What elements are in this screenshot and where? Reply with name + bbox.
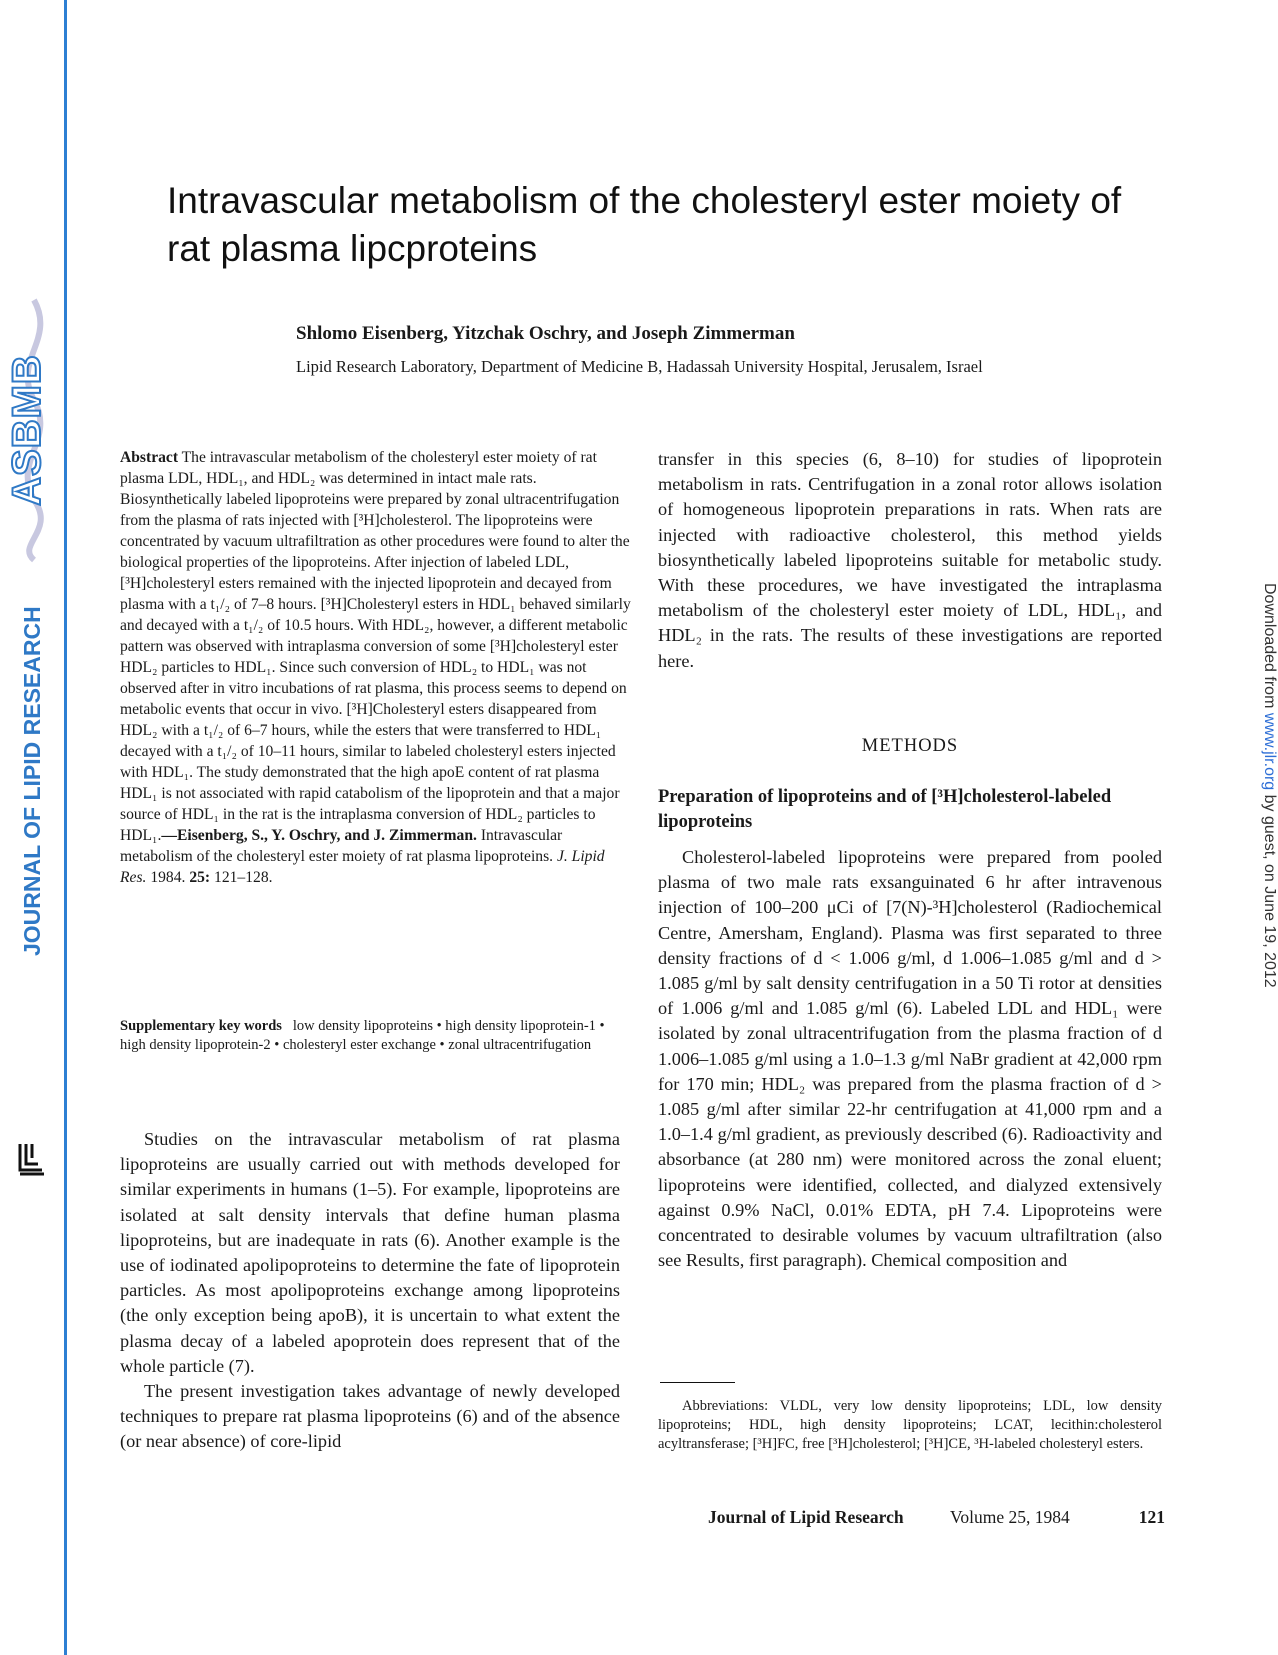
- abstract-citation-journal: J. Lipid Res.: [120, 848, 605, 886]
- journal-name-vertical: JOURNAL OF LIPID RESEARCH: [19, 606, 45, 956]
- intro-right-column: [658, 447, 1162, 674]
- footer-volume: Volume 25, 1984: [950, 1507, 1070, 1527]
- footnote: [658, 1397, 1162, 1454]
- keywords-label: Supplementary key words: [120, 1018, 282, 1034]
- asbmb-logo: ASBMB: [5, 354, 49, 506]
- abstract: [120, 447, 631, 888]
- download-suffix: by guest, on June 19, 2012: [1261, 790, 1278, 988]
- jlr-logo-icon: [16, 1140, 46, 1180]
- abstract-citation-authors: —Eisenberg, S., Y. Oschry, and J. Zimmerman.: [161, 827, 477, 844]
- page-number: 121: [1138, 1507, 1165, 1527]
- intro-paragraph-1: Studies on the intravascular metabolism of rat plasma lipoproteins are usually carried out with methods developed for similar experiments in humans (1–5). For example, lipoproteins are isolated at salt density intervals that define human plasma lipoproteins, but are inadequate in rats (6). Another example is the use of iodinated apolipoproteins to determine the fate of lipoprotein particles. As most apolipoproteins exchange among lipoproteins (the only exception being apoB), it is uncertain to what extent the plasma decay of a labeled apoprotein does represent that of the whole particle (7).: [120, 1129, 620, 1376]
- abstract-citation-volume: 25:: [189, 869, 211, 886]
- article-title: Intravascular metabolism of the cholesteryl ester moiety of rat plasma lipcproteins: [167, 180, 1122, 269]
- abstract-citation-pages: 121–128.: [214, 869, 273, 886]
- article-authors: Shlomo Eisenberg, Yitzchak Oschry, and Joseph Zimmerman: [296, 323, 795, 344]
- intro-left-column: [120, 1127, 620, 1455]
- keywords: [120, 1017, 631, 1055]
- intro-paragraph-2: The present investigation takes advantage of newly developed techniques to prepare rat plasma lipoproteins (6) and of the absence (or near absence) of core-lipid: [120, 1381, 620, 1452]
- footer-journal: Journal of Lipid Research: [708, 1507, 904, 1527]
- abstract-citation-title: Intravascular metabolism of the cholesteryl ester moiety of rat plasma lipoproteins.: [120, 827, 563, 865]
- abstract-text: The intravascular metabolism of the cholesteryl ester moiety of rat plasma LDL, HDL₁, and HDL₂ was determined in intact male rats. Biosynthetically labeled lipoproteins were prepared by zonal ultracentrifugation from the plasma of rats injected with [³H]cholesterol. The lipoproteins were concentrated by vacuum ultrafiltration as other procedures were found to alter the biological properties of the lipoproteins. After injection of labeled LDL, [³H]cholesteryl esters remained with the injected lipoprotein and decayed from plasma with a t₁/₂ of 7–8 hours. [³H]Cholesteryl esters in HDL₁ behaved similarly and decayed with a t₁/₂ of 10.5 hours. With HDL₂, however, a different metabolic pattern was observed with intraplasma conversion of some [³H]cholesteryl ester HDL₂ particles to HDL₁. Since such conversion of HDL₂ to HDL₁ was not observed after in vitro incubations of rat plasma, this process seems to depend on metabolic events that occur in vivo. [³H]Cholesteryl esters disappeared from HDL₂ with a t₁/₂ of 6–7 hours, while the esters that were transferred to HDL₁ decayed with a t₁/₂ of 10–11 hours, similar to labeled cholesteryl esters injected with HDL₁. The study demonstrated that the high apoE content of rat plasma HDL₁ is not associated with rapid catabolism of the lipoprotein and that a major source of HDL₁ in the rat is the intraplasma conversion of HDL₂ particles to HDL₁.: [120, 449, 631, 844]
- methods-paragraph-1: Cholesterol-labeled lipoproteins were prepared from pooled plasma of two male rats exsanguinated 6 hr after intravenous injection of 100–200 μCi of [7(N)-³H]cholesterol (Radiochemical Centre, Amersham, England). Plasma was first separated to three density fractions of d < 1.006 g/ml, d 1.006–1.085 g/ml and d > 1.085 g/ml by salt density centrifugation in a 50 Ti rotor at densities of 1.006 g/ml and 1.085 g/ml (6). Labeled LDL and HDL₁ were isolated by zonal ultracentrifugation from the plasma fraction of d 1.006–1.085 g/ml using a 1.0–1.3 g/ml NaBr gradient at 42,000 rpm for 170 min; HDL₂ was prepared from the plasma fraction of d > 1.085 g/ml after similar 22-hr centrifugation at 41,000 rpm and a 1.0–1.4 g/ml gradient, as previously described (6). Radioactivity and absorbance (at 280 nm) were monitored across the zonal eluent; lipoproteins were identified, collected, and dialyzed extensively against 0.9% NaCl, 0.01% EDTA, pH 7.4. Lipoproteins were concentrated to desirable volumes by vacuum ultrafiltration (also see Results, first paragraph). Chemical composition and: [658, 847, 1162, 1271]
- download-prefix: Downloaded from: [1261, 583, 1278, 713]
- page-footer: [700, 1507, 1165, 1533]
- abstract-citation-year: 1984.: [150, 869, 186, 886]
- methods-heading: METHODS: [861, 736, 959, 756]
- footnote-divider: [660, 1382, 735, 1383]
- intro-paragraph-3: transfer in this species (6, 8–10) for studies of lipoprotein metabolism in rats. Centrifugation in a zonal rotor allows isolation of homogeneous lipoprotein preparations in rats. When rats are injected with radioactive cholesterol, this method yields biosynthetically labeled lipoproteins suitable for metabolic study. With these procedures, we have investigated the intraplasma metabolism of the cholesteryl ester moiety of LDL, HDL₁, and HDL₂ in the rats. The results of these investigations are reported here.: [658, 449, 1162, 671]
- download-notice: [1254, 583, 1278, 988]
- keywords-text: low density lipoproteins • high density lipoprotein-1 • high density lipoprotein-2 • cholesteryl ester exchange • zonal ultracentrifugation: [120, 1018, 605, 1053]
- jlr-link[interactable]: www.jlr.org: [1261, 712, 1278, 791]
- sidebar-divider: [64, 0, 67, 1655]
- methods-body: [658, 845, 1162, 1273]
- methods-subheading: Preparation of lipoproteins and of [³H]cholesterol-labeled lipoproteins: [658, 787, 1112, 832]
- article-affiliation: Lipid Research Laboratory, Department of Medicine B, Hadassah University Hospital, Jerusalem, Israel: [296, 357, 983, 376]
- abstract-label: Abstract: [120, 449, 179, 466]
- footnote-text: Abbreviations: VLDL, very low density lipoproteins; LDL, low density lipoproteins; HDL, high density lipoproteins; LCAT, lecithin:cholesterol acyltransferase; [³H]FC, free [³H]cholesterol; [³H]CE, ³H-labeled cholesteryl esters.: [658, 1398, 1162, 1452]
